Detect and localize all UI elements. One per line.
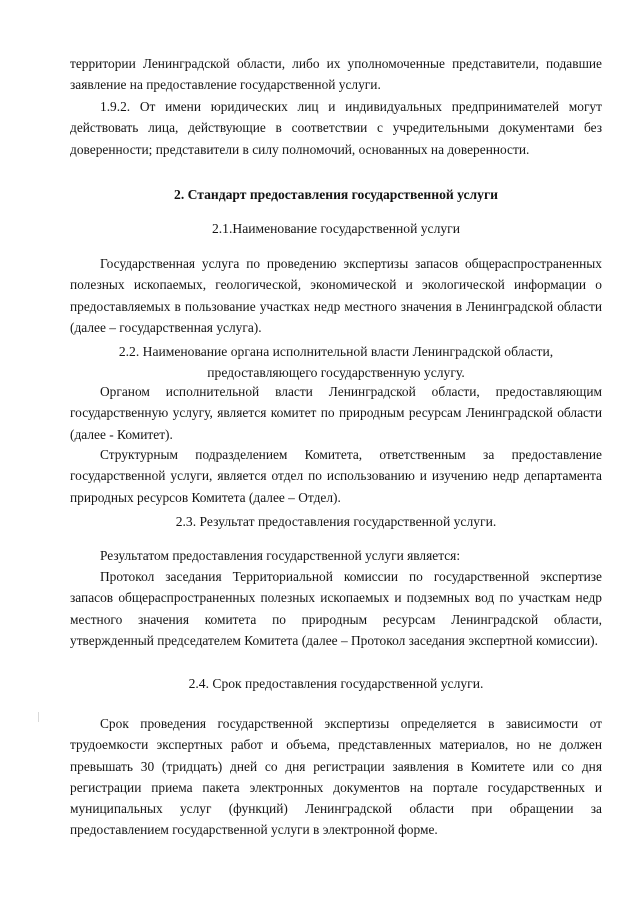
heading-2-2-line-2: предоставляющего государственную услугу. (207, 365, 465, 381)
heading-2-1: 2.1.Наименование государственной услуги (211, 221, 461, 236)
paragraph-2-3-b (70, 566, 602, 651)
paragraph-text: Структурным подразделением Комитета, ответственным за предоставление государственной услуги, является отдел по использованию и изучению недр департамента природных ресурсов Комитета (далее – Отдел). (70, 447, 602, 505)
heading-2-2 (70, 341, 602, 384)
paragraph-text: Органом исполнительной власти Ленинградской области, предоставляющим государственную услугу, является комитет по природным ресурсам Ленинградской области (далее - Комитет). (70, 384, 602, 442)
paragraph-top (70, 53, 602, 96)
heading-2-3: 2.3. Результат предоставления государственной услуги. (175, 514, 497, 529)
paragraph-text: 1.9.2. От имени юридических лиц и индивидуальных предпринимателей могут действовать лица, действующие в соответствии с учредительными документами без доверенности; представители в силу полномочий, основанных на доверенности. (70, 99, 602, 157)
paragraph-2-2-a (70, 381, 602, 445)
paragraph-text: Протокол заседания Территориальной комиссии по государственной экспертизе запасов общераспространенных полезных ископаемых и подземных вод по участкам недр местного значения комитета по природным ресурсам Ленинградской области, утвержденный председателем Комитета (далее – Протокол заседания экспертной комиссии). (70, 569, 602, 648)
heading-2-2-line-1: 2.2. Наименование органа исполнительной власти Ленинградской области, (118, 344, 554, 359)
paragraph-2-2-b (70, 444, 602, 508)
heading-2-4: 2.4. Срок предоставления государственной услуги. (188, 676, 484, 691)
section-2-title: 2. Стандарт предоставления государственной услуги (174, 187, 498, 202)
paragraph-2-4 (70, 713, 602, 841)
paragraph-1-9-2 (70, 96, 602, 160)
paragraph-text: Результатом предоставления государственной услуги является: (100, 548, 461, 563)
margin-mark (38, 712, 39, 722)
paragraph-text: Государственная услуга по проведению экспертизы запасов общераспространенных полезных ископаемых, геологической, экономической и экологической информации о предоставляемых в пользование участках недр местного значения в Ленинградской области (далее – государственная услуга). (70, 256, 602, 335)
paragraph-text: Срок проведения государственной экспертизы определяется в зависимости от трудоемкости экспертных работ и объема, представленных материалов, но не должен превышать 30 (тридцать) дней со дня регистрации заявления в Комитете или со дня регистрации приема пакета электронных документов на портале государственных и муниципальных услуг (функций) Ленинградской области при обращении за предоставлением государственной услуги в электронной форме. (70, 716, 602, 838)
paragraph-text: территории Ленинградской области, либо их уполномоченные представители, подавшие заявление на предоставление государственной услуги. (70, 56, 602, 93)
paragraph-2-3-a (70, 545, 602, 566)
paragraph-2-1 (70, 253, 602, 338)
